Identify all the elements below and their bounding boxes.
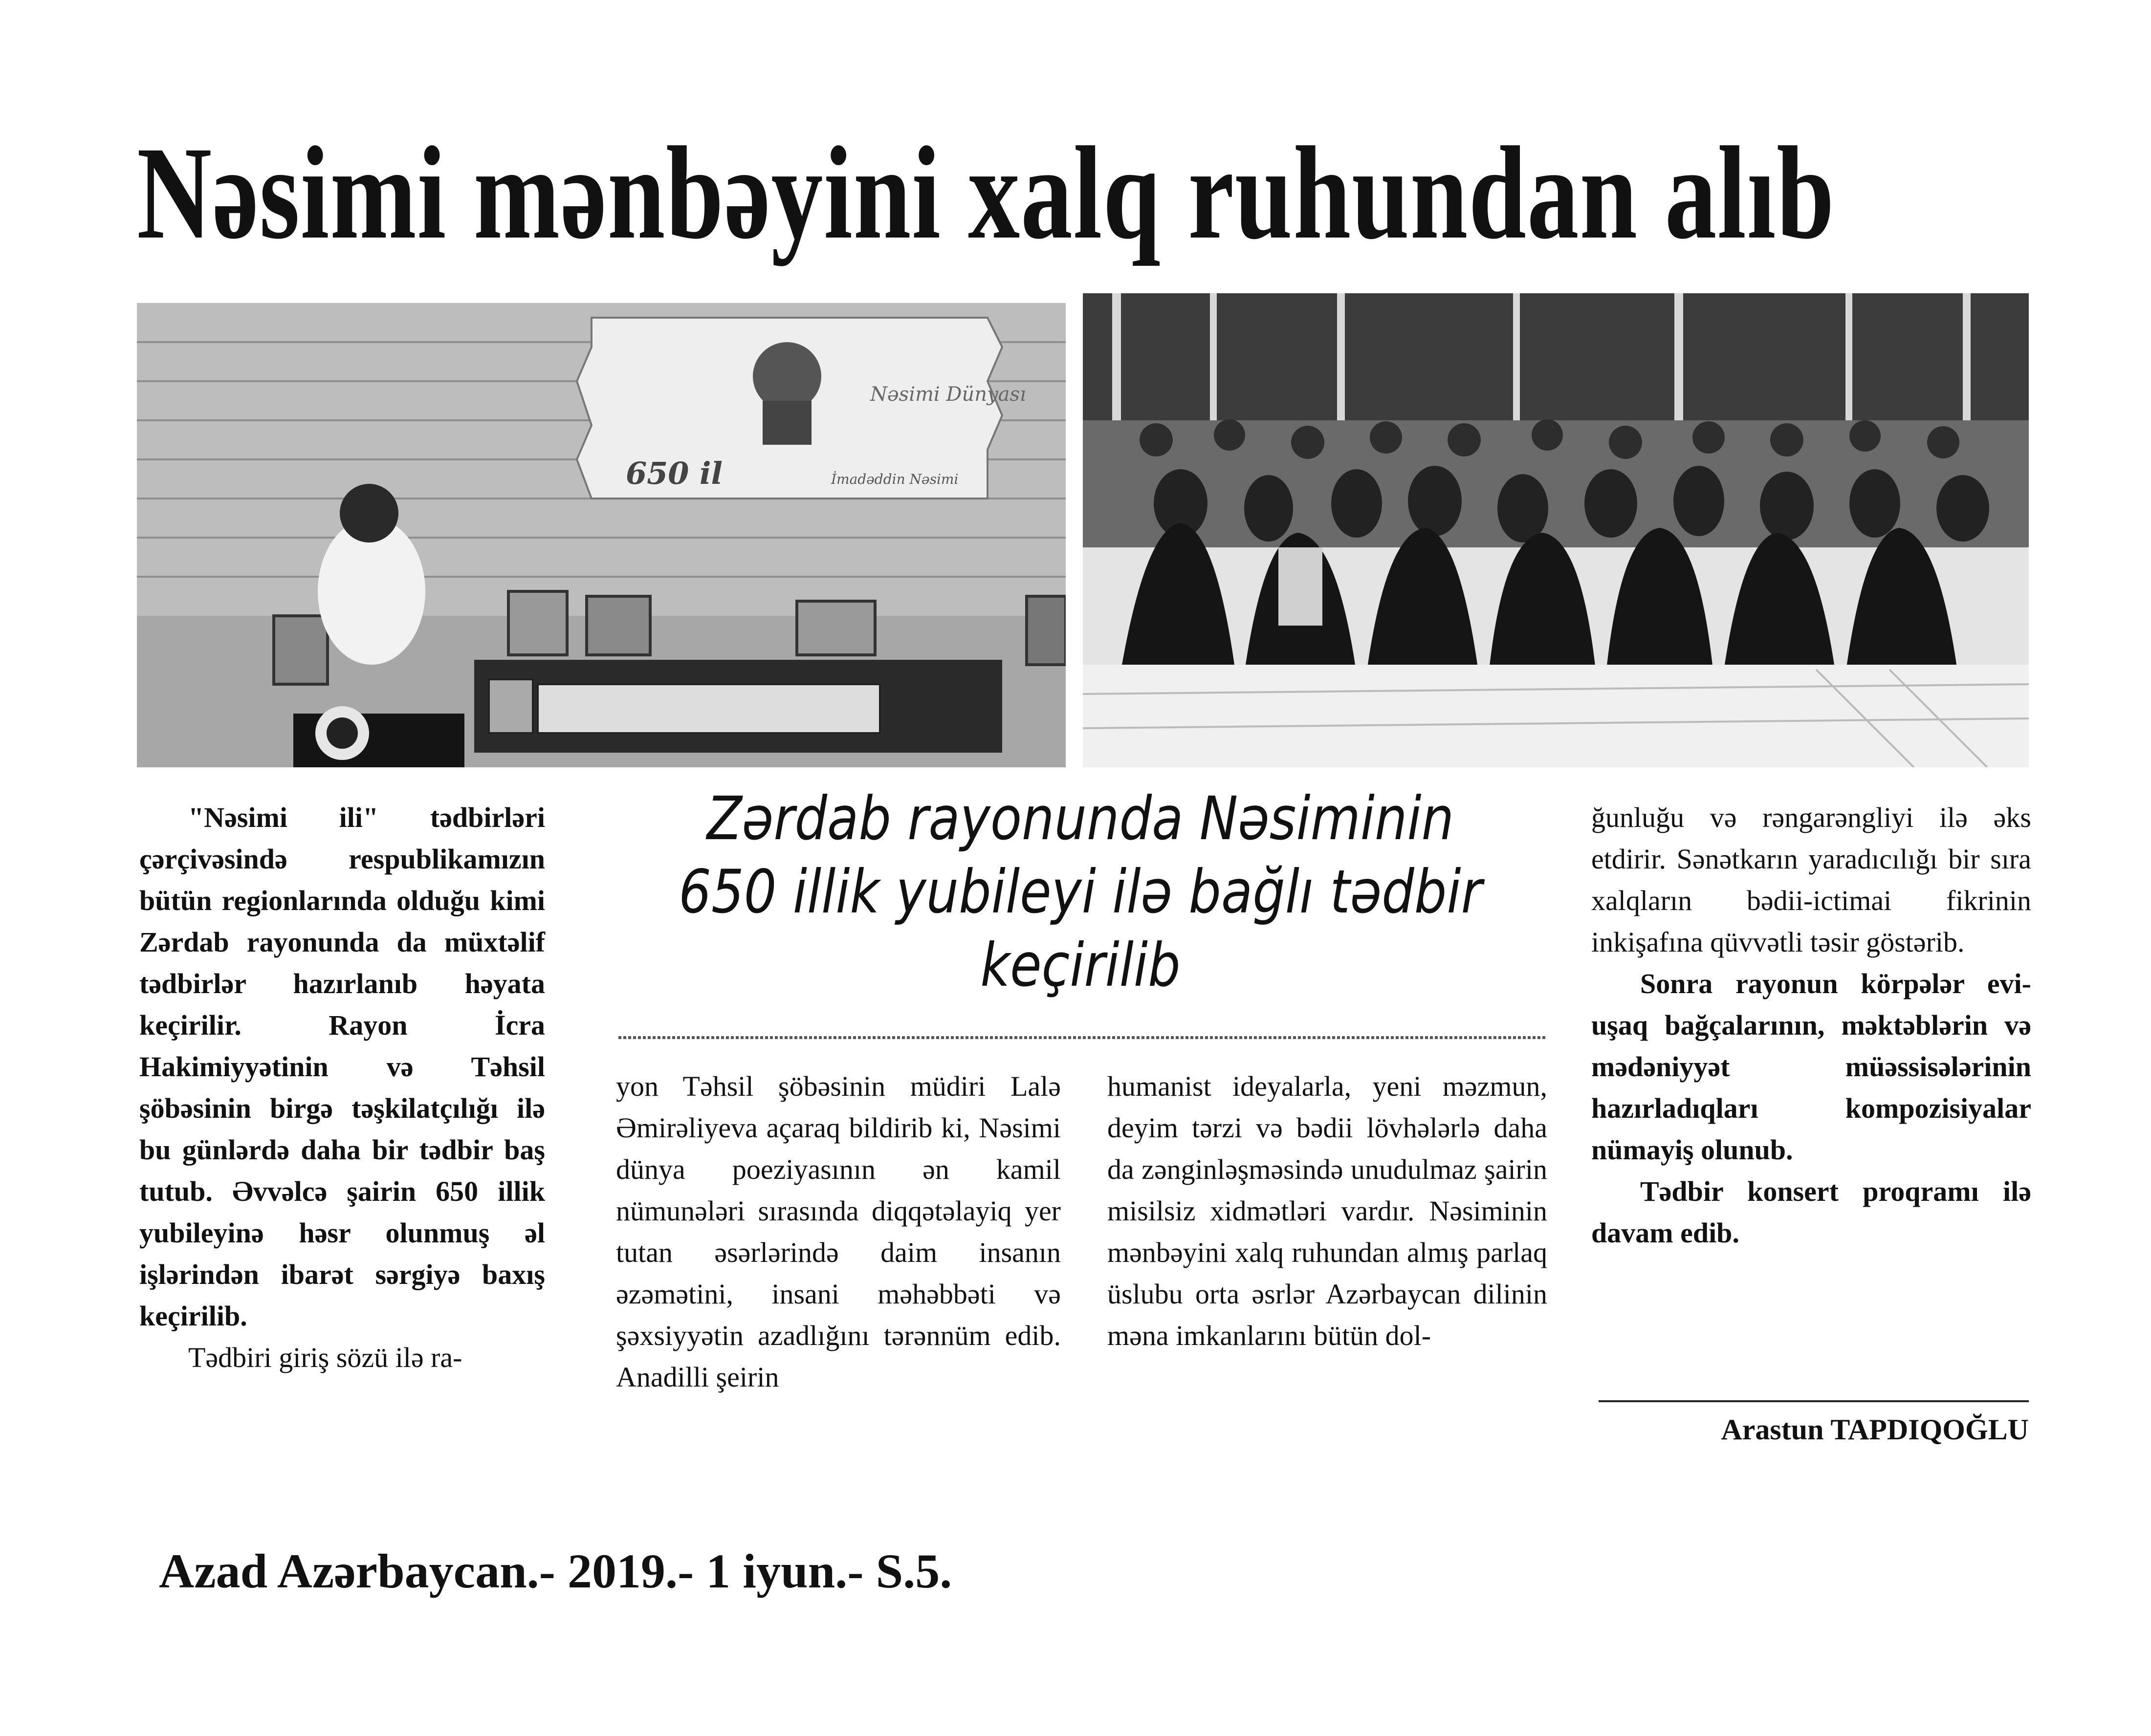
- source-citation: Azad Azərbaycan.- 2019.- 1 iyun.- S.5.: [159, 1544, 952, 1598]
- banner-text-1: İmadəddin Nəsimi: [831, 471, 959, 487]
- banner-text-2: Nəsimi Dünyası: [870, 383, 1026, 406]
- banner-text-3: 650 il: [626, 456, 723, 491]
- audience-photo-graphic: [1083, 293, 2029, 767]
- body-paragraph-start: Tədbiri giriş sözü ilə ra-: [188, 1342, 462, 1373]
- column-4: [1591, 797, 2031, 1254]
- column-1: [139, 797, 545, 1378]
- column-4-paragraph-2: Sonra rayonun körpələr evi-uşaq bağçalarının, məktəblərin və mədəniyyət müəssisələrinin hazırladıqları kompozisiyalar nümayiş olunub.: [1591, 968, 2031, 1166]
- headline: Nəsimi mənbəyini xalq ruhundan alıb: [137, 119, 1835, 266]
- event-speaker-photo: [137, 303, 1066, 767]
- column-4-paragraph-3: Tədbir konsert proqramı ilə davam edib.: [1591, 1175, 2031, 1249]
- subheadline-divider: [618, 1036, 1547, 1039]
- speaker-photo-graphic: [137, 303, 1066, 767]
- column-3: humanist ideyalarla, yeni məzmun, deyim tərzi və bədii lövhələrlə daha da zənginləşməsində unudulmaz şairin misilsiz xidmətləri vardır. Nəsiminin mənbəyini xalq ruhundan almış parlaq üslubu orta əsrlər Azərbaycan dilinin məna imkanlarını bütün dol-: [1107, 1070, 1547, 1351]
- column-2: yon Təhsil şöbəsinin müdiri Lalə Əmirəliyeva açaraq bildirib ki, Nəsimi dünya poeziyasının ən kamil nümunələri sırasında diqqətəlayiq yer tutan əsərlərində daim insanın əzəmətini, insani məhəbbəti və şəxsiyyətin azadlığını tərənnüm edib. Anadilli şeirin: [616, 1070, 1061, 1393]
- signature-rule: [1599, 1400, 2029, 1402]
- lead-paragraph: "Nəsimi ili" tədbirləri çərçivəsində respublikamızın bütün regionlarında olduğu kimi Zərdab rayonunda da müxtəlif tədbirlər hazırlanıb həyata keçirilir. Rayon İcra Hakimiyyətinin və Təhsil şöbəsinin birgə təşkilatçılığı ilə bu günlərdə daha bir tədbir baş tutub. Əvvəlcə şairin 650 illik yubileyinə həsr olunmuş əl işlərindən ibarət sərgiyə baxış keçirilib.: [139, 802, 545, 1332]
- column-4-paragraph-1: ğunluğu və rəngarəngliyi ilə əks etdirir. Sənətkarın yaradıcılığı bir sıra xalqların bədii-ictimai fikrinin inkişafına qüvvətli təsir göstərib.: [1591, 802, 2031, 958]
- author-signature: Arastun TAPDIQOĞLU: [1721, 1413, 2029, 1446]
- event-audience-photo: [1083, 293, 2029, 767]
- subheadline: Zərdab rayonunda Nəsiminin 650 illik yubileyi ilə bağlı tədbir keçirilib: [679, 784, 1482, 1000]
